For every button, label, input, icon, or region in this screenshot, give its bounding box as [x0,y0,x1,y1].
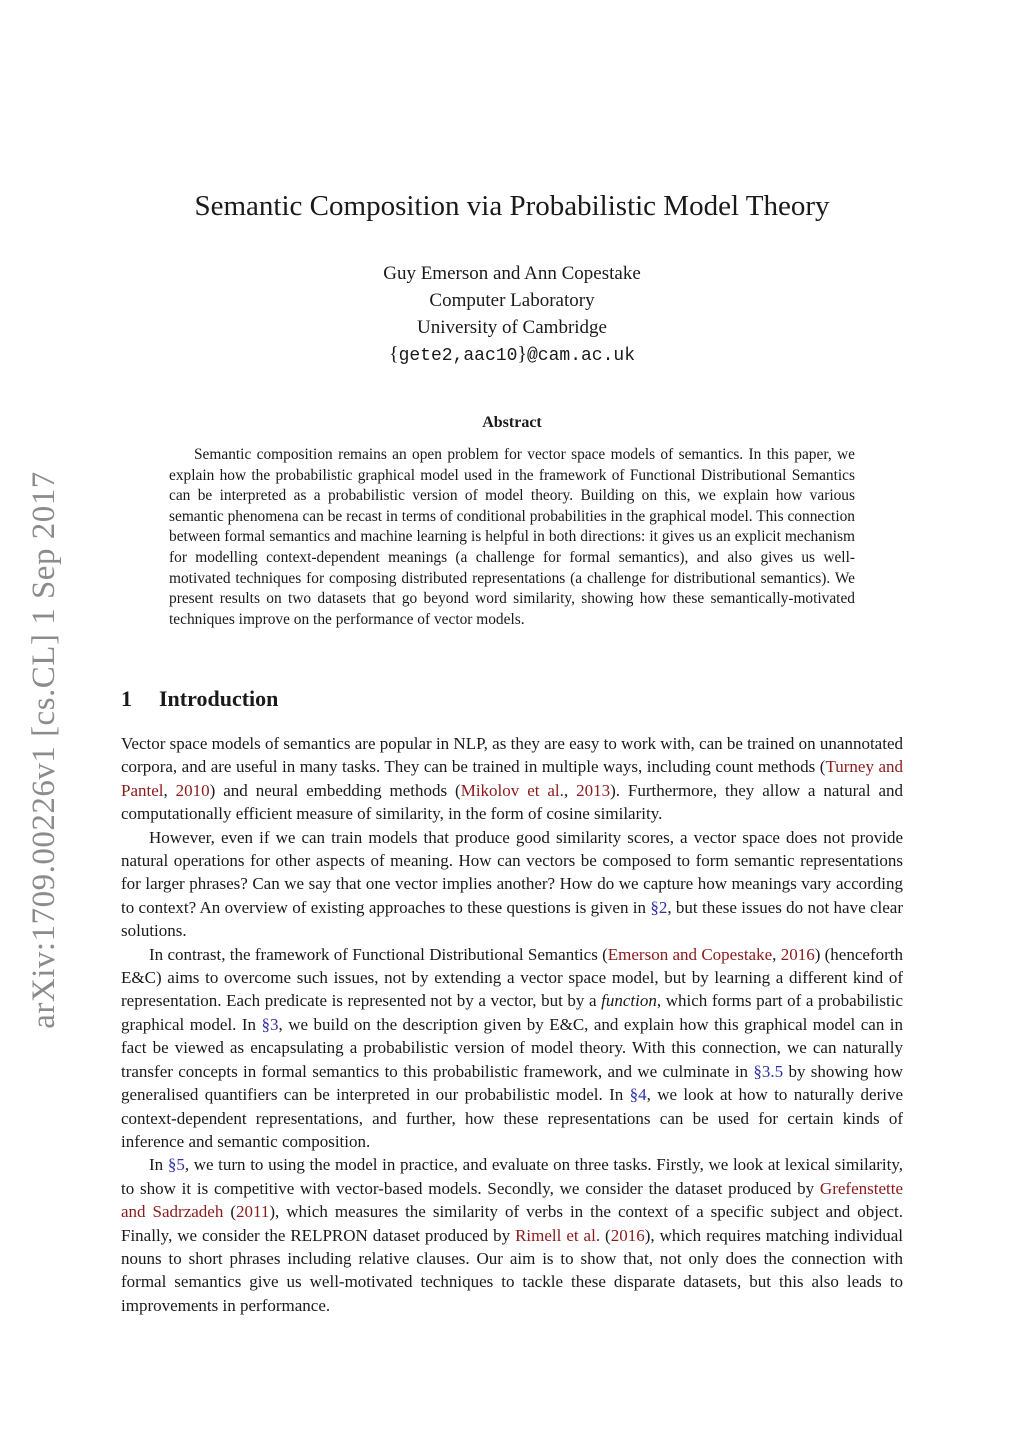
section-crossref-link[interactable]: §5 [167,1155,185,1175]
intro-paragraph-2 [121,826,903,943]
text-run: Vector space models of semantics are popular in NLP, as they are easy to work with, can be trained on unannotated corpora, and are useful in many tasks. They can be trained in multiple ways, including count methods ( [121,734,903,777]
section-title: Introduction [159,686,279,711]
text-run: , [563,780,577,800]
text-run: ) and neural embedding methods ( [209,780,461,800]
citation-year-link[interactable]: 2016 [610,1225,645,1245]
section-crossref-link[interactable]: §2 [650,897,668,917]
author-email[interactable] [0,341,1024,370]
introduction-body [121,732,903,1317]
citation-year-link[interactable]: 2013 [576,780,611,800]
text-run: , [163,780,176,800]
text-run: , but these issues do not have clear solutions. [121,897,903,941]
paper-title: Semantic Composition via Probabilistic Model Theory [194,190,830,222]
citation-link[interactable]: Mikolov et al. [460,780,564,800]
text-run: ). Furthermore, they allow a natural and computationally efficient measure of similarity, in the form of cosine similarity. [121,780,904,824]
intro-paragraph-1 [121,732,903,826]
text-run: , we look at how to naturally derive context-dependent representations, and further, how these representations can be used for certain kinds of inference and semantic composition. [121,1085,903,1151]
text-run: ), which requires matching individual nouns to short phrases including relative clauses. Our aim is to show that, not only does the connection with formal semantics give us well-motivated techniques to tackle these disparate datasets, but this also leads to improvements in performance. [121,1225,903,1315]
citation-link[interactable]: Turney and Pantel [121,757,904,800]
abstract-heading: Abstract [482,414,542,431]
author-university: University of Cambridge [417,317,607,338]
email-brace-open: { [388,343,399,365]
text-run: , we build on the description given by E&C, and explain how this graphical model can in fact be viewed as encapsulating a probabilistic version of model theory. With this connection, we can naturally transfer concepts in formal semantics to this probabilistic framework, and we culminate in [121,1014,903,1081]
email-brace-close: } [517,343,527,365]
text-run: ) (henceforth E&C) aims to overcome such issues, not by extending a vector space model, but by learning a different kind of representation. Each predicate is represented not by a vector, but by a [121,944,903,1011]
intro-paragraph-3 [121,943,903,1154]
citation-link[interactable]: Rimell et al. [515,1225,601,1245]
section-crossref-link[interactable]: §3 [261,1014,279,1034]
email-ids: gete2,aac10 [398,346,518,366]
citation-link[interactable]: Emerson and Copestake [607,944,773,964]
section-crossref-link[interactable]: §4 [629,1085,647,1105]
citation-year-link[interactable]: 2010 [175,780,210,800]
email-domain: @cam.ac.uk [527,346,636,366]
author-department: Computer Laboratory [429,290,595,311]
text-run: ( [223,1202,236,1222]
section-heading-introduction [121,685,278,713]
intro-paragraph-4 [121,1153,903,1317]
author-names: Guy Emerson and Ann Copestake [383,263,641,284]
text-run: In contrast, the framework of Functional Distributional Semantics ( [149,944,608,964]
text-run: by showing how generalised quantifiers can be interpreted in our probabilistic model. In [121,1061,903,1105]
text-run: ), which measures the similarity of verbs in the context of a specific subject and object. Finally, we consider the RELPRON dataset produced by [121,1202,903,1245]
citation-year-link[interactable]: 2016 [780,944,815,964]
text-run: , [772,944,781,964]
text-run: , which forms part of a probabilistic graphical model. In [121,991,903,1034]
text-run: ( [600,1225,611,1245]
section-crossref-link[interactable]: §3.5 [753,1061,784,1081]
abstract-body: Semantic composition remains an open problem for vector space models of semantics. In this paper, we explain how the probabilistic graphical model used in the framework of Functional Distributional Semantics can be interpreted as a probabilistic version of model theory. Building on this, we explain how various semantic phenomena can be recast in terms of conditional probabilities in the graphical model. This connection between formal semantics and machine learning is helpful in both directions: it gives us an explicit mechanism for modelling context-dependent meanings (a challenge for formal semantics), and also gives us well-motivated techniques for composing distributed representations (a challenge for distributional semantics). We present results on two datasets that go beyond word similarity, showing how these semantically-motivated techniques improve on the performance of vector models. [169,446,855,628]
emphasis-function: function [601,991,657,1011]
text-run: In [149,1155,168,1175]
section-number: 1 [121,686,132,711]
author-block [0,260,1024,370]
citation-year-link[interactable]: 2011 [236,1202,270,1222]
citation-link[interactable]: Grefenstette and Sadrzadeh [121,1178,903,1222]
text-run: , we turn to using the model in practice, and evaluate on three tasks. Firstly, we look at lexical similarity, to show it is competitive with vector-based models. Secondly, we consider the dataset produced by [121,1155,903,1198]
text-run: However, even if we can train models that produce good similarity scores, a vector space does not provide natural operations for other aspects of meaning. How can vectors be composed to form semantic representations for larger phrases? Can we say that one vector implies another? How do we capture how meanings vary according to context? An overview of existing approaches to these questions is given in [121,827,903,917]
arxiv-identifier-stamp: arXiv:1709.00226v1 [cs.CL] 1 Sep 2017 [26,471,62,1029]
